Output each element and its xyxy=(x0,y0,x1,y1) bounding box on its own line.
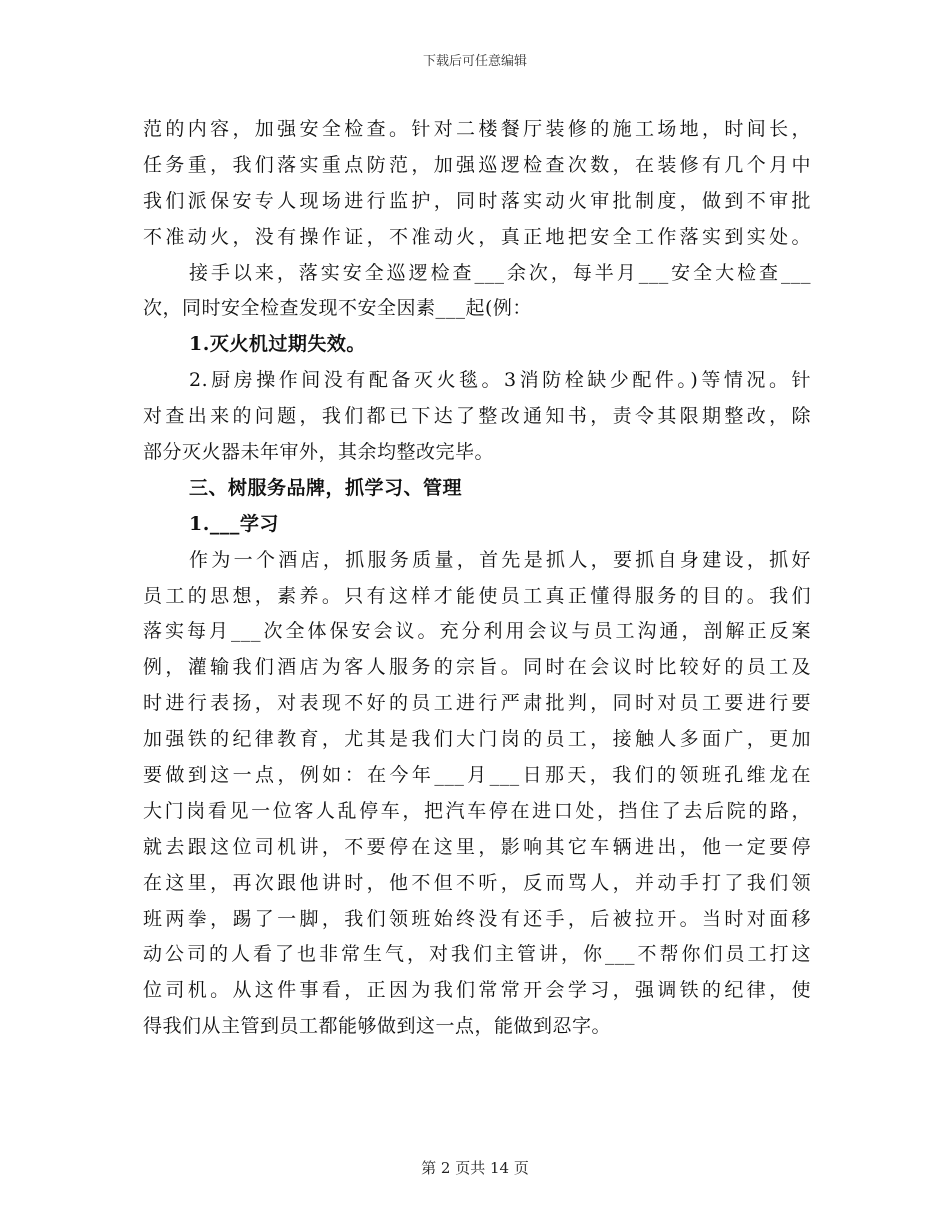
text-line: 我们派保安专人现场进行监护，同时落实动火审批制度，做到不审批 xyxy=(143,189,811,212)
subsection-heading: 1.___学习 xyxy=(189,512,279,535)
text-line: 任务重，我们落实重点防范，加强巡逻检查次数，在装修有几个月中 xyxy=(143,153,811,176)
text-line: 不准动火，没有操作证，不准动火，真正地把安全工作落实到实处。 xyxy=(143,225,811,248)
text-line: 大门岗看见一位客人乱停车，把汽车停在进口处，挡住了去后院的路， xyxy=(143,799,811,822)
text-line: 例，灌输我们酒店为客人服务的宗旨。同时在会议时比较好的员工及 xyxy=(143,656,811,679)
text-line: 要做到这一点，例如：在今年___月___日那天，我们的领班孔维龙在 xyxy=(143,764,811,787)
page-header: 下载后可任意编辑 xyxy=(422,54,527,69)
text-line: 部分灭火器未年审外，其余均整改完毕。 xyxy=(143,441,495,464)
page-footer: 第 2 页共 14 页 xyxy=(421,1159,529,1177)
document-body xyxy=(143,112,811,1045)
text-line: 位司机。从这件事看，正因为我们常常开会学习，强调铁的纪律，使 xyxy=(143,979,811,1002)
list-item-heading: 1.灭火机过期失效。 xyxy=(189,333,366,356)
section-heading: 三、树服务品牌，抓学习、管理 xyxy=(189,476,463,499)
text-line: 员工的思想，素养。只有这样才能使员工真正懂得服务的目的。我们 xyxy=(143,584,811,607)
text-line: 次，同时安全检查发现不安全因素___起(例： xyxy=(143,297,532,320)
text-line: 动公司的人看了也非常生气，对我们主管讲，你___不帮你们员工打这 xyxy=(143,943,811,966)
text-line: 就去跟这位司机讲，不要停在这里，影响其它车辆进出，他一定要停 xyxy=(143,835,811,858)
text-line: 作为一个酒店，抓服务质量，首先是抓人，要抓自身建设，抓好 xyxy=(189,548,811,571)
text-line: 班两拳，踢了一脚，我们领班始终没有还手，后被拉开。当时对面移 xyxy=(143,907,811,930)
text-line: 加强铁的纪律教育，尤其是我们大门岗的员工，接触人多面广，更加 xyxy=(143,728,811,751)
text-line: 2.厨房操作间没有配备灭火毯。3消防栓缺少配件。)等情况。针 xyxy=(189,369,811,392)
text-line: 对查出来的问题，我们都已下达了整改通知书，责令其限期整改，除 xyxy=(143,405,811,428)
text-line: 在这里，再次跟他讲时，他不但不听，反而骂人，并动手打了我们领 xyxy=(143,871,811,894)
text-line: 接手以来，落实安全巡逻检查___余次，每半月___安全大检查___ xyxy=(189,261,811,284)
text-line: 范的内容，加强安全检查。针对二楼餐厅装修的施工场地，时间长， xyxy=(143,118,811,140)
text-line: 落实每月___次全体保安会议。充分利用会议与员工沟通，剖解正反案 xyxy=(143,620,811,643)
text-line: 得我们从主管到员工都能够做到这一点，能做到忍字。 xyxy=(143,1015,612,1038)
text-line: 时进行表扬，对表现不好的员工进行严肃批判，同时对员工要进行要 xyxy=(143,692,811,715)
